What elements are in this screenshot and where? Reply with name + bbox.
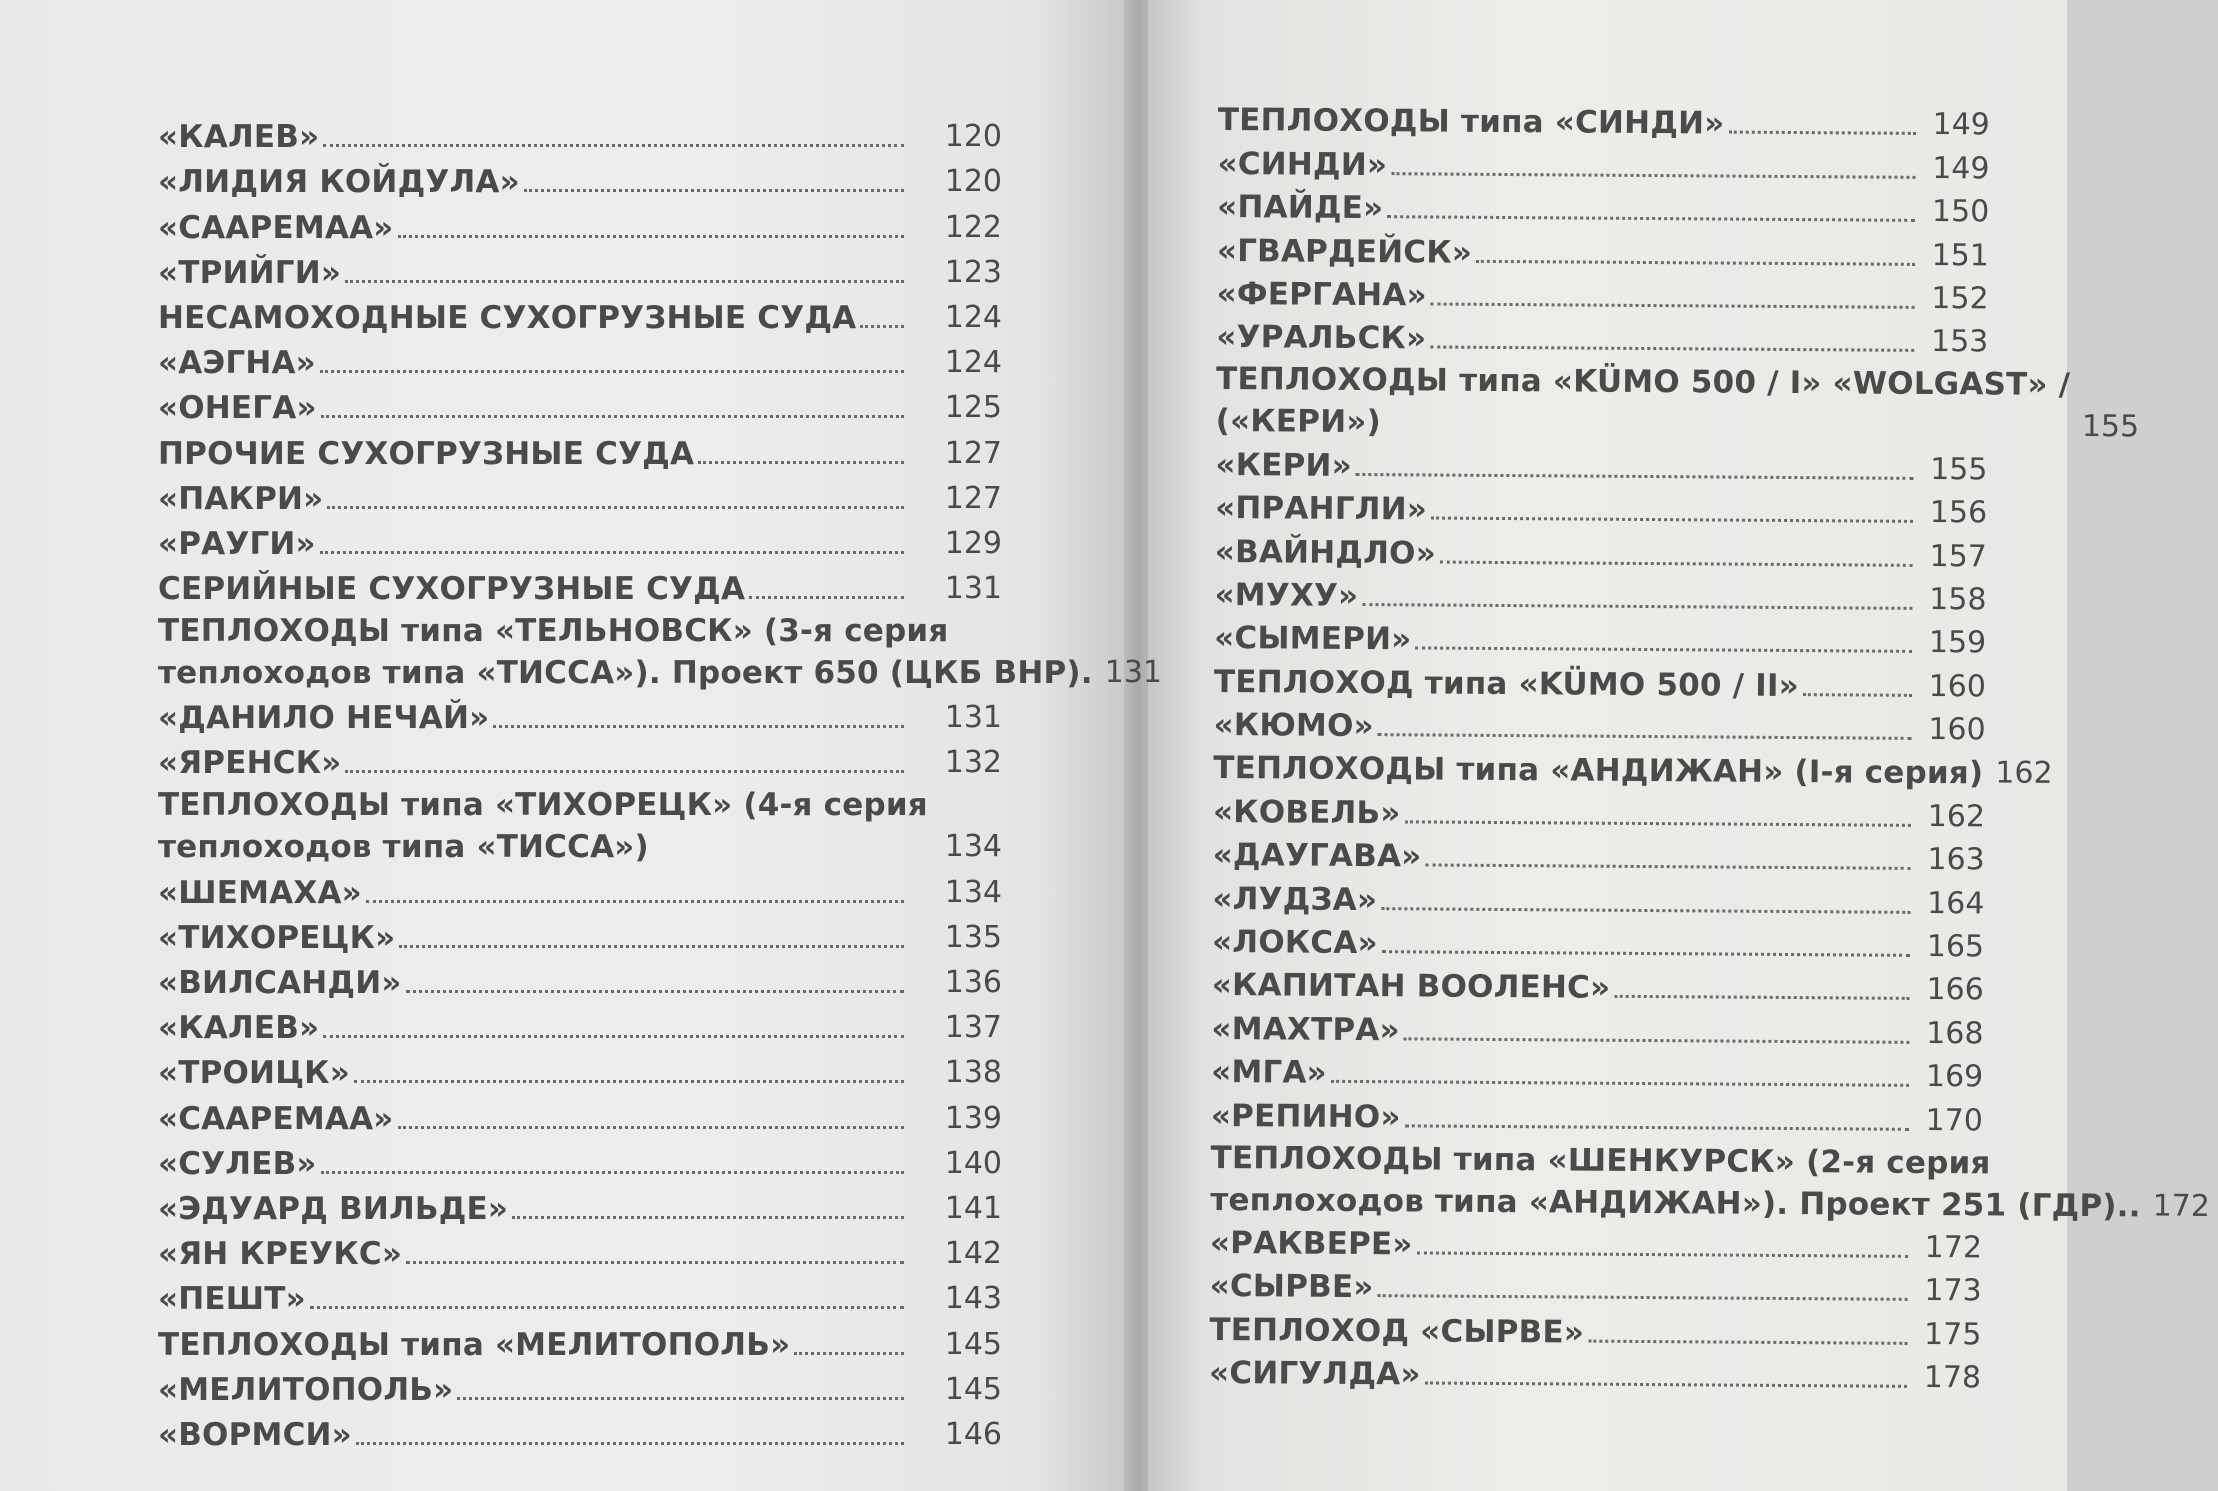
toc-entry-title: «ВИЛСАНДИ» <box>158 965 402 1001</box>
toc-dot-leader <box>524 189 904 192</box>
toc-page-number: 145 <box>944 1326 1002 1362</box>
toc-page-number: 160 <box>1928 712 1986 748</box>
toc-page-number: 159 <box>1928 625 1987 661</box>
toc-page-number: 146 <box>944 1416 1002 1452</box>
toc-entry <box>1214 573 1986 622</box>
toc-page-number: 127 <box>944 480 1002 516</box>
toc-entry-title: «ГВАРДЕЙСК» <box>1216 232 1473 271</box>
toc-entry-title: «ПРАНГЛИ» <box>1215 490 1428 528</box>
toc-entry-title: «МГА» <box>1211 1054 1327 1091</box>
toc-entry-title: «ТИХОРЕЦК» <box>158 919 396 956</box>
toc-dot-leader <box>320 370 904 373</box>
toc-entry <box>1216 272 1988 321</box>
toc-entry <box>158 694 1002 739</box>
toc-page-number: 158 <box>1929 581 1987 618</box>
toc-entry-title: «ПАКРИ» <box>158 480 324 517</box>
toc-entry-title: «ВАЙНДЛО» <box>1214 533 1437 572</box>
toc-page-number: 155 <box>2081 409 2140 445</box>
toc-entry-title <box>158 610 1093 694</box>
toc-page-number: 156 <box>1929 495 1988 531</box>
toc-page-number: 140 <box>944 1145 1002 1181</box>
toc-entry <box>158 1049 1002 1094</box>
toc-entry-title: «ТРИЙГИ» <box>158 254 342 291</box>
toc-dot-leader <box>406 990 904 993</box>
toc-entry-title: «ВОРМСИ» <box>158 1416 352 1453</box>
toc-entry-title: «СИГУЛДА» <box>1208 1355 1421 1393</box>
toc-entry-title: «ЯРЕНСК» <box>158 745 342 782</box>
toc-entry <box>158 429 1002 474</box>
toc-page-number: 120 <box>944 164 1002 200</box>
toc-dot-leader <box>366 900 904 903</box>
toc-entry-title-line1: ТЕПЛОХОДЫ типа «KÜMO 500 / I» «WOLGAST» / <box>1215 361 2071 404</box>
toc-entry <box>158 1320 1002 1365</box>
toc-dot-leader <box>1476 259 1915 265</box>
toc-entry <box>158 959 1002 1004</box>
toc-dot-leader <box>1404 820 1910 827</box>
toc-entry-title: «МУХУ» <box>1214 576 1359 614</box>
toc-page-number: 173 <box>1924 1273 1982 1309</box>
toc-entry <box>1210 1264 1982 1313</box>
toc-entry <box>158 565 1002 610</box>
toc-entry <box>158 610 1162 694</box>
toc-page-number: 163 <box>1927 842 1985 878</box>
toc-entry <box>1215 358 2140 447</box>
toc-entry <box>158 475 1002 520</box>
toc-entry-title: «ДАНИЛО НЕЧАЙ» <box>158 700 490 737</box>
toc-page-number: 135 <box>944 919 1002 955</box>
toc-entry <box>1217 228 1989 277</box>
toc-page-number: 124 <box>944 299 1002 335</box>
toc-entry <box>158 784 1002 868</box>
toc-entry <box>158 1185 1002 1230</box>
toc-entry-title: «ШЕМАХА» <box>158 874 362 911</box>
toc-entry-title: ТЕПЛОХОДЫ типа «СИНДИ» <box>1217 102 1725 142</box>
toc-entry-title: «КОВЕЛЬ» <box>1212 793 1401 832</box>
toc-entry <box>1217 185 1989 234</box>
toc-page-number: 178 <box>1923 1360 1982 1396</box>
toc-dot-leader <box>399 945 904 948</box>
toc-entry-title-line2: теплоходов типа «АНДИЖАН»). Проект 251 (ГДР).. <box>1210 1181 2141 1225</box>
toc-entry-title-line1: ТЕПЛОХОДЫ типа «ТЕЛЬНОВСК» (3-я серия <box>158 613 949 650</box>
toc-page-number: 131 <box>1104 655 1162 691</box>
toc-dot-leader <box>320 551 904 554</box>
toc-entry <box>158 914 1002 959</box>
toc-page-number: 172 <box>1924 1229 1983 1266</box>
toc-entry-title: «КАЛЕВ» <box>158 1010 320 1047</box>
toc-dot-leader <box>1425 1382 1907 1388</box>
toc-page-number: 125 <box>944 390 1002 426</box>
toc-dot-leader <box>1440 560 1913 566</box>
toc-page-number: 155 <box>1930 451 1988 488</box>
toc-entry <box>158 113 1002 158</box>
toc-page-number: 162 <box>1995 755 2053 792</box>
toc-dot-leader <box>1803 693 1912 697</box>
toc-entry <box>1215 486 1987 535</box>
toc-page-number: 172 <box>2152 1188 2211 1224</box>
toc-entry-title-line2: теплоходов типа «ТИССА») <box>158 829 649 866</box>
toc-page-number: 132 <box>944 745 1002 781</box>
toc-page-number: 170 <box>1925 1102 1984 1138</box>
toc-dot-leader <box>1382 950 1910 957</box>
toc-page-number: 164 <box>1927 885 1985 922</box>
toc-entry <box>1211 1050 1983 1099</box>
toc-page-number: 166 <box>1926 972 1984 1008</box>
toc-page-number: 134 <box>944 874 1002 910</box>
toc-page-number: 150 <box>1931 194 1990 230</box>
toc-entry <box>1213 703 1985 752</box>
toc-dot-leader <box>323 144 904 147</box>
toc-entry-title: «МЕЛИТОПОЛЬ» <box>158 1371 454 1408</box>
toc-entry <box>1209 1307 1981 1356</box>
toc-entry-title: «УРАЛЬСК» <box>1216 319 1427 357</box>
toc-entry <box>1216 315 1988 364</box>
toc-entry-title: ТЕПЛОХОДЫ типа «МЕЛИТОПОЛЬ» <box>158 1326 791 1363</box>
toc-dot-leader <box>327 506 904 509</box>
toc-page-number: 157 <box>1929 538 1987 574</box>
toc-page-number: 131 <box>944 700 1002 736</box>
toc-page-number: 137 <box>944 1010 1002 1046</box>
toc-entry <box>158 1004 1002 1049</box>
toc-entry-title: «РАКВЕРЕ» <box>1209 1224 1413 1263</box>
toc-entry-title <box>1210 1137 2141 1227</box>
toc-entry-title: ТЕПЛОХОДЫ типа «АНДИЖАН» (I-я серия) <box>1213 750 1984 792</box>
toc-entry <box>1215 529 1987 578</box>
toc-entry-title: «КАПИТАН ВООЛЕНС» <box>1211 967 1611 1007</box>
toc-entry <box>1214 659 1986 708</box>
toc-entry <box>158 868 1002 913</box>
toc-page-number: 165 <box>1926 929 1985 965</box>
toc-entry-title: «СЫМЕРИ» <box>1214 620 1412 658</box>
toc-dot-leader <box>406 1261 904 1264</box>
toc-entry-title-line1: ТЕПЛОХОДЫ типа «ШЕНКУРСК» (2-я серия <box>1210 1139 1991 1182</box>
toc-entry-title <box>158 784 928 868</box>
toc-entry <box>1209 1351 1981 1400</box>
toc-page-number: 127 <box>944 435 1002 471</box>
toc-page-number: 123 <box>944 254 1002 290</box>
toc-entry <box>1218 98 1990 147</box>
toc-page-number: 141 <box>944 1190 1002 1226</box>
toc-entry <box>158 1366 1002 1411</box>
toc-entry-title: «ЯН КРЕУКС» <box>158 1236 403 1273</box>
toc-dot-leader <box>1378 733 1912 740</box>
toc-dot-leader <box>1404 1037 1910 1044</box>
toc-entry <box>158 249 1002 294</box>
toc-entry <box>1213 746 2053 795</box>
toc-page-number: 120 <box>944 119 1002 155</box>
toc-dot-leader <box>749 596 904 599</box>
toc-dot-leader <box>356 1442 904 1445</box>
toc-entry-title: «КЕРИ» <box>1215 446 1352 484</box>
toc-page-number: 129 <box>944 525 1002 561</box>
toc-entry-title: «АЭГНА» <box>158 345 316 382</box>
toc-entry <box>158 1094 1002 1139</box>
toc-page-number: 138 <box>944 1055 1002 1091</box>
toc-page-number: 153 <box>1930 324 1989 360</box>
toc-page-number: 134 <box>944 829 1002 865</box>
toc-entry <box>158 203 1002 248</box>
toc-page-number: 149 <box>1932 107 1990 143</box>
toc-entry-title: «СААРЕМАА» <box>158 209 394 246</box>
toc-page-number: 124 <box>944 345 1002 381</box>
toc-entry-title-line1: ТЕПЛОХОДЫ типа «ТИХОРЕЦК» (4-я серия <box>158 787 928 824</box>
toc-entry-title: «ФЕРГАНА» <box>1216 275 1427 314</box>
toc-page-number: 149 <box>1932 150 1990 187</box>
toc-entry-title: ТЕПЛОХОД типа «KÜMO 500 / II» <box>1213 663 1800 704</box>
toc-dot-leader <box>1331 1080 1909 1087</box>
toc-entry-title: «ОНЕГА» <box>158 390 317 427</box>
toc-page-number: 169 <box>1925 1059 1984 1095</box>
toc-entry <box>1211 1006 1983 1055</box>
toc-entry-title: «РАУГИ» <box>158 525 316 562</box>
toc-entry <box>1210 1221 1982 1270</box>
left-toc-list <box>158 113 1162 1456</box>
toc-dot-leader <box>345 280 904 283</box>
toc-entry <box>1217 141 1989 190</box>
toc-page-number: 136 <box>944 965 1002 1000</box>
toc-page-number: 143 <box>944 1281 1002 1317</box>
toc-dot-leader <box>1415 647 1912 653</box>
toc-entry-title: ПРОЧИЕ СУХОГРУЗНЫЕ СУДА <box>158 435 695 472</box>
toc-entry-title: ТЕПЛОХОД «СЫРВЕ» <box>1209 1311 1585 1351</box>
toc-entry <box>158 294 1002 339</box>
toc-entry-title: «РЕПИНО» <box>1210 1097 1401 1135</box>
toc-page-number: 122 <box>944 209 1002 245</box>
toc-dot-leader <box>1417 1251 1908 1257</box>
toc-entry-title: «ПЕШТ» <box>158 1281 306 1318</box>
toc-entry-title: «СИНДИ» <box>1217 145 1388 183</box>
toc-page-number: 145 <box>944 1371 1002 1407</box>
toc-entry-title: «МАХТРА» <box>1211 1010 1400 1049</box>
toc-dot-leader <box>512 1216 904 1219</box>
toc-dot-leader <box>1387 215 1915 222</box>
toc-entry-title: «ЛИДИЯ КОЙДУЛА» <box>158 164 520 201</box>
toc-dot-leader <box>1381 907 1910 914</box>
toc-entry <box>158 1275 1002 1320</box>
toc-entry <box>158 1411 1002 1456</box>
toc-page-number: 151 <box>1931 237 1990 273</box>
toc-entry <box>1213 789 1985 838</box>
toc-entry-title-line2: теплоходов типа «ТИССА»). Проект 650 (ЦКБ ВНР). <box>158 655 1093 692</box>
toc-dot-leader <box>698 461 904 464</box>
toc-entry <box>158 739 1002 784</box>
toc-page-number: 131 <box>944 571 1002 607</box>
toc-dot-leader <box>1405 1124 1909 1131</box>
toc-entry <box>1215 442 1987 491</box>
toc-dot-leader <box>1391 172 1915 179</box>
toc-entry-title: «ЛУДЗА» <box>1212 880 1378 918</box>
toc-entry <box>1212 963 1984 1012</box>
toc-entry <box>158 158 1002 203</box>
toc-page-number: 162 <box>1927 798 1986 835</box>
toc-entry-title: «СЫРВЕ» <box>1209 1268 1374 1306</box>
toc-page-number: 160 <box>1928 668 1987 705</box>
toc-dot-leader <box>493 725 904 728</box>
toc-entry-title: СЕРИЙНЫЕ СУХОГРУЗНЫЕ СУДА <box>158 571 746 608</box>
toc-dot-leader <box>457 1397 904 1400</box>
toc-dot-leader <box>1362 603 1912 610</box>
toc-dot-leader <box>1431 302 1915 308</box>
toc-page-number: 139 <box>944 1100 1002 1136</box>
toc-entry <box>1212 920 1984 969</box>
toc-dot-leader <box>354 1080 904 1083</box>
toc-dot-leader <box>1377 1295 1907 1302</box>
toc-entry <box>1213 833 1985 882</box>
toc-entry-title: «СУЛЕВ» <box>158 1145 317 1182</box>
toc-dot-leader <box>1728 131 1915 135</box>
toc-entry <box>158 1140 1002 1185</box>
toc-dot-leader <box>323 1035 904 1038</box>
toc-dot-leader <box>345 770 904 773</box>
toc-dot-leader <box>398 1126 904 1129</box>
toc-page-number: 152 <box>1931 280 1989 317</box>
toc-entry-title: «СААРЕМАА» <box>158 1100 394 1137</box>
toc-dot-leader <box>860 325 904 328</box>
toc-page-number: 142 <box>944 1236 1002 1272</box>
toc-entry-title: «ЛОКСА» <box>1211 924 1378 962</box>
toc-entry <box>158 520 1002 565</box>
right-toc-list <box>1208 98 2211 1400</box>
toc-entry-title: «ЭДУАРД ВИЛЬДЕ» <box>158 1190 509 1227</box>
toc-page-number: 168 <box>1926 1015 1984 1052</box>
toc-entry-title <box>1216 358 2071 448</box>
toc-dot-leader <box>321 1171 904 1174</box>
toc-entry <box>1210 1137 2211 1226</box>
toc-entry-title-line2: («КЕРИ») <box>1215 403 1382 441</box>
toc-entry <box>1211 1093 1983 1142</box>
toc-entry <box>1214 616 1986 665</box>
toc-dot-leader <box>1588 1339 1907 1344</box>
toc-dot-leader <box>321 415 904 418</box>
toc-dot-leader <box>794 1352 904 1355</box>
toc-dot-leader <box>310 1306 904 1309</box>
toc-dot-leader <box>1356 473 1914 480</box>
toc-entry <box>158 1230 1002 1275</box>
toc-entry <box>1212 876 1984 925</box>
toc-entry <box>158 384 1002 429</box>
toc-page-number: 175 <box>1923 1316 1982 1353</box>
toc-entry-title: «ПАЙДЕ» <box>1217 189 1384 227</box>
toc-dot-leader <box>1430 346 1914 352</box>
toc-entry-title: «ДАУГАВА» <box>1212 837 1422 875</box>
toc-dot-leader <box>1425 864 1910 870</box>
toc-entry-title: «ТРОИЦК» <box>158 1055 350 1092</box>
toc-dot-leader <box>1431 517 1913 523</box>
toc-dot-leader <box>1614 995 1910 1000</box>
toc-dot-leader <box>398 235 904 238</box>
toc-entry <box>158 339 1002 384</box>
toc-entry-title: НЕСАМОХОДНЫЕ СУХОГРУЗНЫЕ СУДА <box>158 299 857 336</box>
toc-entry-title: «КЮМО» <box>1213 707 1374 745</box>
toc-entry-title: «КАЛЕВ» <box>158 119 320 156</box>
